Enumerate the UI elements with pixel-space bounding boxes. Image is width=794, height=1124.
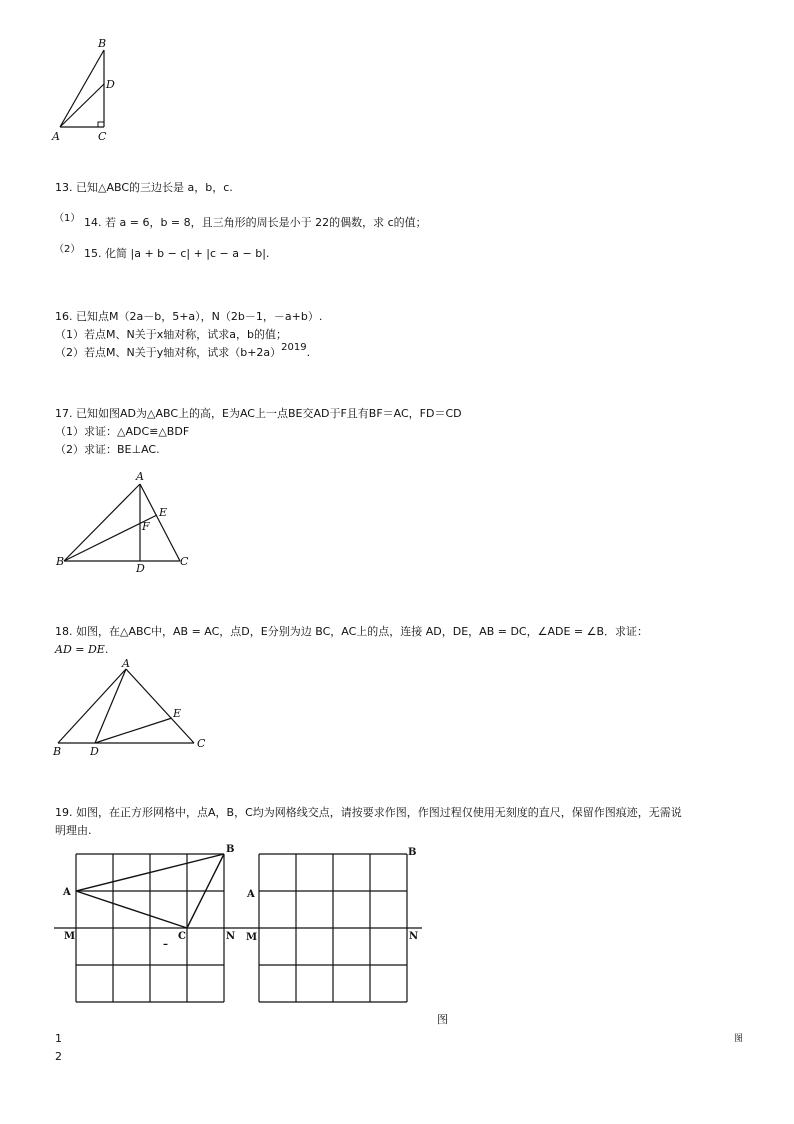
sub-question-mark: （1） (54, 213, 81, 224)
question-text: 若 a = 6，b = 8，且三角形的周长是小于 22的偶数，求 c的值； (105, 216, 427, 229)
question-19-line-2: 明理由. (55, 824, 92, 837)
q19-right-grid-figure (238, 842, 428, 1007)
label-c: C (180, 555, 189, 568)
footer-left-1: 1 (55, 1032, 62, 1045)
question-number: 13. (55, 181, 73, 194)
question-18-conclusion: AD = DE. (55, 643, 109, 656)
label-a: A (122, 657, 130, 670)
question-text: 如图，在△ABC中，AB = AC，点D，E分别为边 BC，AC上的点，连接 AD，DE，AB = DC，∠ADE = ∠B．求证： (76, 625, 649, 638)
label-c: C (98, 130, 107, 143)
label-b: B (98, 37, 107, 50)
segment-ab (64, 484, 140, 561)
segment-de (95, 718, 172, 743)
question-number: 19. (55, 806, 73, 819)
figure-caption: 图 (437, 1013, 448, 1026)
label-b: B (408, 847, 417, 858)
label-b: B (56, 555, 65, 568)
question-13 (55, 181, 233, 195)
question-16 (55, 310, 322, 324)
label-f: F (142, 520, 150, 533)
label-e: E (173, 707, 182, 720)
footer-right: 图 (734, 1034, 744, 1044)
label-m: M (246, 932, 258, 943)
question-17-part-2: （2）求证：BE⊥AC. (55, 443, 160, 456)
question-16-part-2: （2）若点M、N关于y轴对称，试求（b+2a）2019. (55, 342, 311, 359)
label-m: M (64, 931, 76, 942)
label-n: N (409, 931, 419, 942)
label-a: A (52, 130, 60, 143)
question-number: 18. (55, 625, 73, 638)
label-b: B (226, 844, 235, 855)
top-triangle-figure (50, 36, 130, 144)
segment-ad (95, 669, 126, 743)
label-e: E (159, 506, 168, 519)
question-number: 15. (84, 247, 102, 260)
question-text: 如图，在正方形网格中，点A，B，C均为网格线交点，请按要求作图，作图过程仅使用无刻度的直尺，保留作图痕迹，无需说 (76, 806, 682, 819)
question-19 (55, 806, 682, 820)
q17-triangle-figure (52, 468, 200, 578)
right-angle-mark (98, 122, 104, 127)
label-c: C (197, 737, 206, 750)
question-16-part-1: （1）若点M、N关于x轴对称，试求a，b的值； (55, 328, 287, 341)
question-15 (84, 247, 269, 261)
sub-question-mark: （2） (54, 244, 81, 255)
label-d: D (90, 745, 99, 758)
question-18 (55, 625, 648, 639)
label-a: A (136, 470, 144, 483)
segment-ab (60, 50, 104, 127)
label-a: A (63, 887, 71, 898)
question-14 (84, 216, 427, 230)
segment-ac (76, 891, 187, 928)
footer-left-2: 2 (55, 1050, 62, 1063)
segment-ac (126, 669, 194, 743)
exponent: 2019 (281, 342, 307, 353)
question-number: 14. (84, 216, 102, 229)
label-dash: – (163, 939, 168, 950)
question-number: 17. (55, 407, 73, 420)
label-n: N (226, 931, 236, 942)
segment-ab (58, 669, 126, 743)
question-17 (55, 407, 462, 421)
question-number: 16. (55, 310, 73, 323)
question-17-part-1: （1）求证：△ADC≌△BDF (55, 425, 190, 438)
question-text: 已知如图AD为△ABC上的高，E为AC上一点BE交AD于F且有BF＝AC，FD＝CD (76, 407, 462, 420)
question-text: 化简 |a + b − c| + |c − a − b|. (105, 247, 270, 260)
q18-triangle-figure (50, 655, 216, 759)
label-b: B (53, 745, 62, 758)
segment-ad (60, 84, 104, 127)
label-d: D (136, 562, 145, 575)
q19-left-grid-figure (52, 842, 252, 1007)
question-text: 已知点M（2a－b，5+a），N（2b－1，－a+b）. (76, 310, 323, 323)
label-a: A (247, 889, 255, 900)
label-c: C (178, 931, 186, 942)
label-d: D (106, 78, 115, 91)
question-text: 已知△ABC的三边长是 a，b，c. (76, 181, 233, 194)
